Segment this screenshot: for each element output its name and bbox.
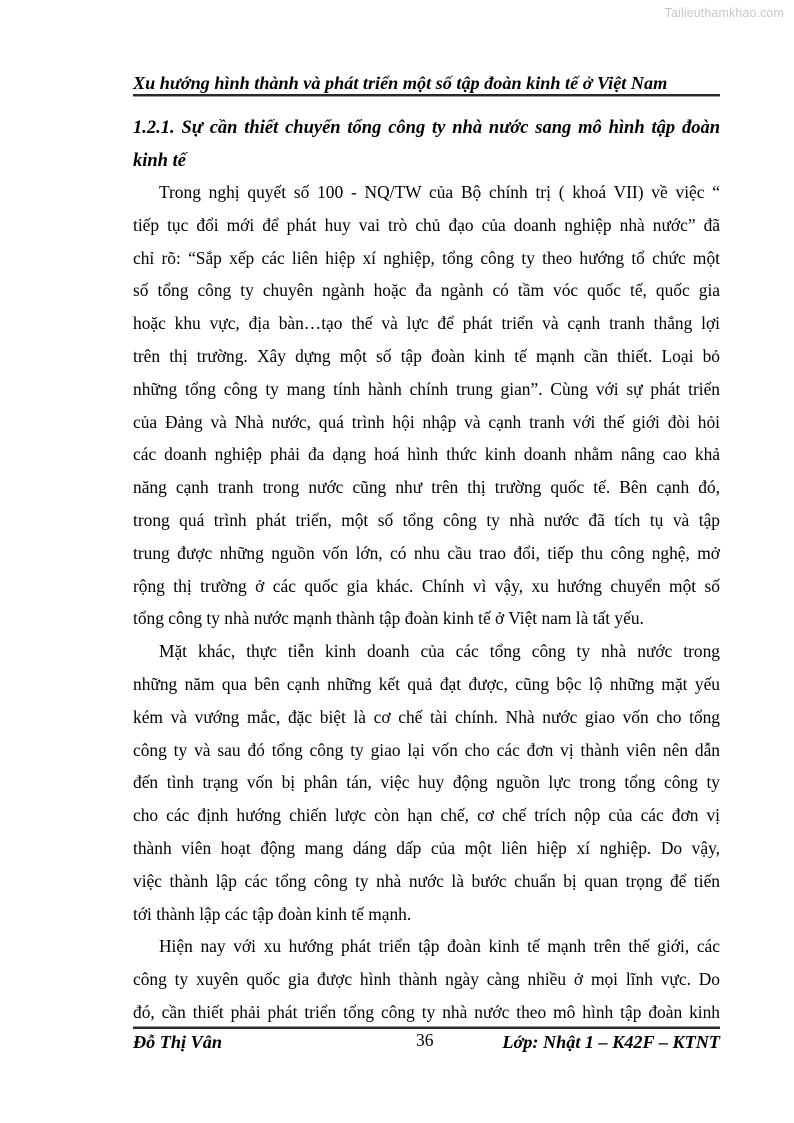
text-line: Mặt khác, thực tiễn kinh doanh của các tổng công ty nhà nước trong (159, 641, 720, 662)
header-rule (133, 94, 720, 97)
paragraph-2 (133, 635, 720, 930)
text-line: tổng công ty nhà nước mạnh thành tập đoàn kinh tế ở Việt nam là tất yếu. (133, 608, 644, 629)
text-line: rộng thị trường ở các quốc gia khác. Chính vì vậy, xu hướng chuyển một số (133, 575, 720, 596)
text-line: đến tình trạng vốn bị phân tán, việc huy động nguồn lực trong tổng công ty (133, 772, 720, 793)
text-line: Hiện nay với xu hướng phát triển tập đoàn kinh tế mạnh trên thế giới, các (159, 936, 720, 957)
body-text (133, 176, 720, 1029)
text-line: kém và vướng mắc, đặc biệt là cơ chế tài chính. Nhà nước giao vốn cho tổng (133, 706, 720, 727)
text-line: trung được những nguồn vốn lớn, có nhu cầu trao đổi, tiếp thu công nghệ, mở (133, 542, 720, 563)
section-heading-line-1: 1.2.1. Sự cần thiết chuyển tổng công ty nhà nước sang mô hình tập đoàn (133, 118, 720, 138)
running-header: Xu hướng hình thành và phát triển một số tập đoàn kinh tế ở Việt Nam (133, 73, 668, 93)
text-line: tới thành lập các tập đoàn kinh tế mạnh. (133, 903, 412, 924)
text-line: thành viên hoạt động mang dáng dấp của một liên hiệp xí nghiệp. Do vậy, (133, 837, 720, 858)
paragraph-1 (133, 176, 720, 635)
watermark: Tailieuthamkhao.com (664, 6, 784, 20)
text-line: những tổng công ty mang tính hành chính trung gian”. Cùng với sự phát triển (133, 378, 720, 399)
text-line: việc thành lập các tổng công ty nhà nước là bước chuẩn bị quan trọng để tiến (133, 870, 720, 891)
text-line: tiếp tục đổi mới để phát huy vai trò chủ đạo của doanh nghiệp nhà nước” đã (133, 214, 720, 235)
section-heading (133, 112, 720, 178)
text-line: cho các định hướng chiến lược còn hạn chế, cơ chế trích nộp của các đơn vị (133, 805, 720, 826)
text-line: những năm qua bên cạnh những kết quả đạt được, cũng bộc lộ những mặt yếu (133, 673, 720, 694)
text-line: công ty xuyên quốc gia được hình thành ngày càng nhiều ở mọi lĩnh vực. Do (133, 969, 720, 990)
text-line: chỉ rõ: “Sắp xếp các liên hiệp xí nghiệp, tổng công ty theo hướng tổ chức một (133, 247, 720, 268)
paragraph-3 (133, 930, 720, 1028)
text-line: trong quá trình phát triển, một số tổng công ty nhà nước đã tích tụ và tập (133, 509, 720, 530)
text-line: số tổng công ty chuyên ngành hoặc đa ngành có tầm vóc quốc tế, quốc gia (133, 280, 720, 301)
text-line: Trong nghị quyết số 100 - NQ/TW của Bộ chính trị ( khoá VII) về việc “ (159, 182, 720, 202)
page-footer (133, 1030, 720, 1054)
text-line: đó, cần thiết phải phát triển tổng công ty nhà nước theo mô hình tập đoàn kinh (133, 1001, 720, 1022)
footer-author: Đỗ Thị Vân (133, 1032, 222, 1052)
footer-class-info: Lớp: Nhật 1 – K42F – KTNT (502, 1032, 720, 1052)
section-heading-line-2: kinh tế (133, 151, 186, 171)
text-line: các doanh nghiệp phải đa dạng hoá hình thức kinh doanh nhằm nâng cao khả (133, 444, 720, 465)
text-line: trên thị trường. Xây dựng một số tập đoàn kinh tế mạnh cần thiết. Loại bỏ (133, 345, 720, 366)
page-number: 36 (416, 1030, 434, 1050)
text-line: công ty và sau đó tổng công ty giao lại vốn cho các đơn vị thành viên nên dẫn (133, 739, 720, 760)
text-line: hoặc khu vực, địa bàn…tạo thế và lực để phát triển và cạnh tranh thắng lợi (133, 313, 720, 334)
text-line: của Đảng và Nhà nước, quá trình hội nhập và cạnh tranh với thế giới đòi hỏi (133, 411, 720, 432)
text-line: năng cạnh tranh trong nước cũng như trên thị trường quốc tế. Bên cạnh đó, (133, 477, 720, 498)
